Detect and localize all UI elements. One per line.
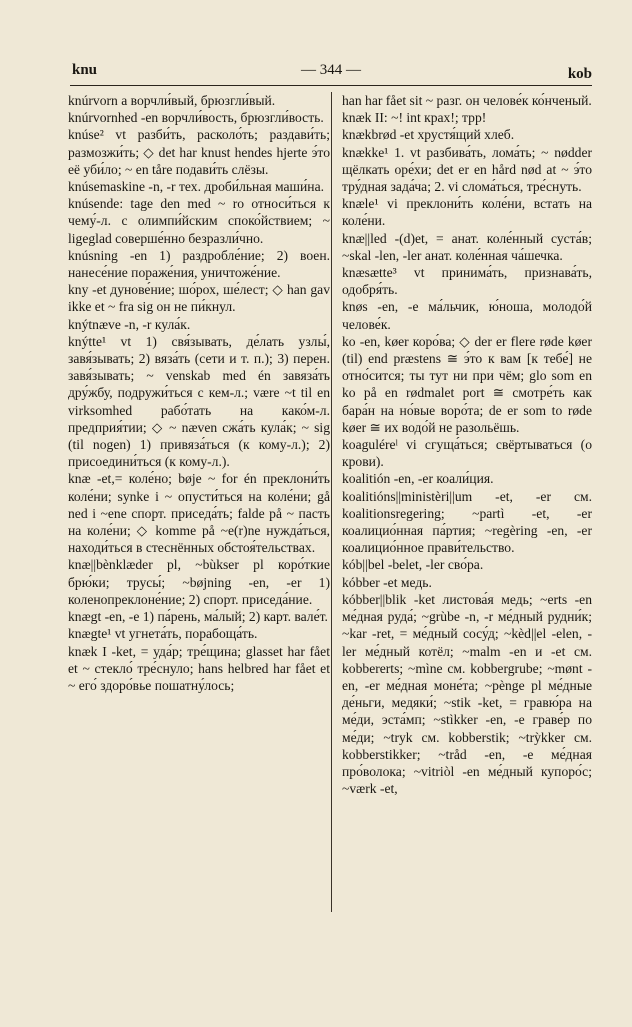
dictionary-entry: knúsning -en 1) раздробле́ние; 2) воен. нанесе́ние пораже́ния, уничтоже́ние. xyxy=(68,247,330,281)
dictionary-entry: knækbrød -et хрустя́щий хлеб. xyxy=(342,127,515,143)
dictionary-entry: knúsende: tage den med ~ ro относи́ться к чему́-л. с олимпи́йским споко́йствием; ~ ligeglad соверше́нно безразли́чно. xyxy=(68,196,330,246)
dictionary-entry: knúrvorn a ворчли́вый, брюзгли́вый. xyxy=(68,93,276,108)
dictionary-entry: koalitións||ministèri||um -et, -er см. koalitionsregering; ~partì -et, -er коалицио́нная па́ртия; ~regèring -en, -er коалицио́нное прави́тельство. xyxy=(342,488,592,556)
column-divider xyxy=(331,92,332,912)
right-guide-word: kob xyxy=(567,66,592,82)
dictionary-entry: knæsætte³ vt принима́ть, признава́ть, одобря́ть. xyxy=(342,265,592,298)
dictionary-entry: knúse² vt разби́ть, расколо́ть; раздави́ть; размозжи́ть; ◇ det har knust hendes hjerte э́то её уби́ло; ~ en tåre подави́ть слёзы. xyxy=(68,127,330,177)
dictionary-entry: knæk II: ~! int крах!; трр! xyxy=(342,110,487,126)
dictionary-entry: knække¹ 1. vt разбива́ть, лома́ть; ~ nødder щёлкать оре́хи; det er en hård nød at ~ э́то тру́дная зада́ча; 2. vi слома́ться, тре́снуть. xyxy=(342,144,592,195)
running-header xyxy=(70,60,592,86)
dictionary-entry: knæle¹ vi преклони́ть коле́ни, встать на коле́ни. xyxy=(342,196,592,229)
dictionary-entry: knæ -et,= коле́но; bøje ~ for én преклони́ть коле́ни; synke i ~ опусти́ться на коле́ни; gå ned i ~ene спорт. приседа́ть; falde på ~ пасть на коле́ни; ◇ komme på ~e(r)ne нужда́ться, находи́ться в стеснённых обстоя́тельствах. xyxy=(68,471,330,556)
dictionary-entry: kny -et дунове́ние; шо́рох, ше́лест; ◇ han gav ikke et ~ fra sig он не пи́кнул. xyxy=(68,282,330,315)
dictionary-entry: knæ||led -(d)et, = анат. коле́нный суста́в; ~skal -len, -ler анат. коле́нная ча́шечка. xyxy=(342,230,592,263)
dictionary-entry: ko -en, køer коро́ва; ◇ der er flere røde køer (til) end præstens ≅ э́то к вам [к тебе́] не отно́сится; ты тут ни при чём; glo som en ko på en rødmalet port ≅ смотре́ть как бара́н на но́вые воро́та; de er som to røde køer ≅ их водо́й не разольёшь. xyxy=(342,333,592,435)
dictionary-entry: han har fået sit ~ разг. он челове́к ко́нченый. xyxy=(342,93,592,108)
left-guide-word: knu xyxy=(72,62,98,78)
dictionary-entry: knøs -en, -e ма́льчик, ю́ноша, молодо́й челове́к. xyxy=(342,299,592,332)
page-number: — 344 — xyxy=(301,62,361,78)
dictionary-entry: kóbber -et медь. xyxy=(342,574,432,590)
dictionary-entry: knýtte¹ vt 1) свя́зывать, де́лать узлы́, завя́зывать; 2) вяза́ть (сети и т. п.); 3) перен. завя́зывать; ~ venskab med én завяза́ть дру́жбу, подружи́ться с кем-л.; være ~t til en virksomhed рабо́тать на како́м-л. предприя́тии; ◇ ~ næven сжа́ть кула́к; ~ sig (til nogen) 1) привяза́ться (к кому-л.); 2) присоедини́ться (к кому-л.). xyxy=(68,333,330,470)
left-column xyxy=(68,92,330,694)
right-column xyxy=(342,92,592,797)
dictionary-entry: knægte¹ vt угнета́ть, порабоща́ть. xyxy=(68,626,258,642)
dictionary-entry: knægt -en, -e 1) па́рень, ма́лый; 2) карт. вале́т. xyxy=(68,609,328,625)
dictionary-entry: koaguléreˡ vi сгуща́ться; свёртываться (о крови). xyxy=(342,437,592,470)
dictionary-entry: knúrvornhed -en ворчли́вость, брюзгли́вость. xyxy=(68,110,324,126)
dictionary-entry: knýtnæve -n, -r кула́к. xyxy=(68,316,191,332)
dictionary-entry: knæ||bènklæder pl, ~bùkser pl коро́ткие брю́ки; трусы́; ~bøjning -en, -er 1) коленопреклоне́ние; 2) спорт. приседа́ние. xyxy=(68,557,330,607)
header-rule xyxy=(70,85,592,86)
dictionary-entry: kóbber||blik -ket листова́я медь; ~erts -en ме́дная руда́; ~grùbe -n, -r ме́дный рудни́к; ~kar -ret, = ме́дный сосу́д; ~kèd||el -elen, -ler ме́дный котёл; ~malm -en и -et см. kobbererts; ~mìne см. kobbergrube; ~mønt -en, -er ме́дная моне́та; ~pènge pl ме́дные де́ньги, медяки́; ~stik -ket, = гравю́ра на ме́ди, эста́мп; ~stìkker -en, -e граве́р по ме́ди; ~tryk см. kobberstik; ~trỳkker см. kobberstikker; ~tråd -en, -e ме́дная про́волока; ~vitriòl -en ме́дный купоро́с; ~værk -et, xyxy=(342,591,592,797)
dictionary-entry: koalitión -en, -er коали́ция. xyxy=(342,471,494,487)
dictionary-entry: knæk I -ket, = уда́р; тре́щина; glasset har fået et ~ стекло́ тре́снуло; hans helbred har fået et ~ его́ здоро́вье пошатну́лось; xyxy=(68,643,330,693)
dictionary-entry: knúsemaskine -n, -r тех. дроби́льная маши́на. xyxy=(68,179,325,195)
dictionary-entry: kób||bel -belet, -ler сво́ра. xyxy=(342,557,484,573)
